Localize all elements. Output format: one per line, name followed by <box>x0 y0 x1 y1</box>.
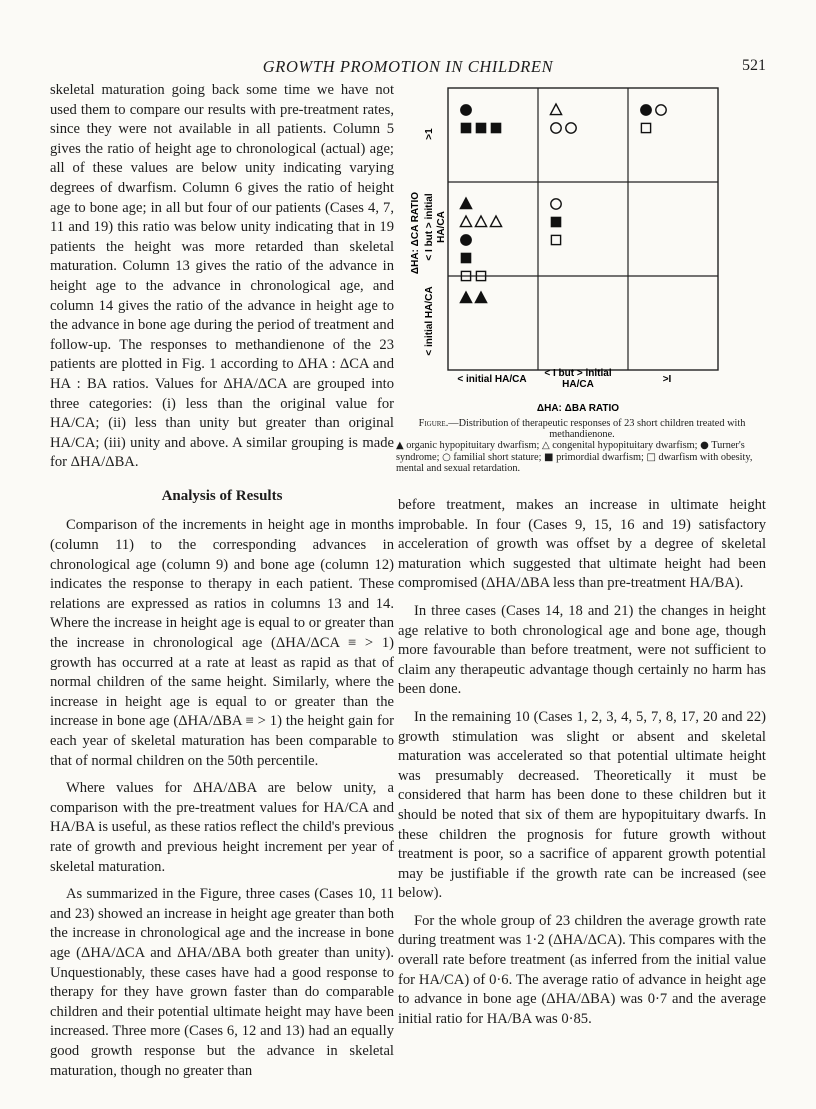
legend-congenital: congenital hypopituitary dwarfism; <box>552 440 698 452</box>
y-band-label-middle-1: < I but > initial <box>424 193 435 261</box>
x-band-label-middle-1: < I but > initial <box>544 368 612 379</box>
x-axis-title: ΔHA: ΔBA RATIO <box>536 403 620 414</box>
figure-response-grid <box>396 80 768 440</box>
paragraph: In the remaining 10 (Cases 1, 2, 3, 4, 5, 7, 8, 17, 20 and 22) growth stimulation was slight or absent and skeletal maturation was accelerated so that potential ultimate height was presumably decreased. Theoretically it must be considered that harm has been done to these children but it should be noted that six of them are hypopituitary dwarfs. In these children the prognosis for future growth without treatment is poor, so a sacrifice of apparent growth potential may be justifiable if the growth rate can be increased (see below). <box>398 708 766 902</box>
y-band-label-top: >1 <box>424 128 435 140</box>
chart-markers <box>460 104 666 303</box>
caption-label: Figure. <box>418 418 449 429</box>
running-title: GROWTH PROMOTION IN CHILDREN <box>262 57 554 76</box>
x-band-label-right: >I <box>662 374 672 385</box>
response-grid-chart <box>396 80 768 415</box>
legend-obesity: dwarfism with obesity, mental and sexual retardation. <box>396 451 753 474</box>
filled-triangle-icon: ▲ <box>396 440 404 452</box>
filled-square-marker <box>491 123 500 132</box>
paragraph: In three cases (Cases 14, 18 and 21) the changes in height age relative to both chronological age and bone age, though more favourable than before treatment, were not sufficient to claim any therapeutic advantage though certainly no harm has been done. <box>398 602 766 698</box>
filled-circle-marker <box>461 105 471 115</box>
filled-triangle-marker <box>460 198 471 209</box>
open-square-marker <box>641 123 650 132</box>
open-circle-marker <box>551 199 561 209</box>
grid-frame <box>448 88 718 370</box>
open-triangle-marker <box>550 104 561 115</box>
filled-triangle-marker <box>460 292 471 303</box>
filled-circle-marker <box>641 105 651 115</box>
filled-circle-icon: ● <box>700 440 709 452</box>
y-band-label-bottom: < initial HA/CA <box>424 286 435 356</box>
x-band-label-middle-2: HA/CA <box>562 379 594 390</box>
paragraph: Where values for ΔHA/ΔBA are below unity, a comparison with the pre-treatment values for HA/CA and HA/BA is useful, as these ratios reflect the child's previous rate of growth and previous height increment per year of skeletal maturation. <box>50 780 394 875</box>
filled-square-marker <box>461 123 470 132</box>
paragraph: For the whole group of 23 children the average growth rate during treatment was 1·2 (ΔHA/ΔCA). This compares with the overall rate before treatment (as inferred from the initial value for HA/CA) of 0·6. The average ratio of advance in height age to advance in bone age (ΔHA/ΔBA) was 0·7 and the average initial ratio for HA/BA was 0·85. <box>398 912 766 1027</box>
legend-primordial: primordial dwarfism; <box>556 451 644 463</box>
legend-organic: organic hypopituitary dwarfism; <box>406 440 540 452</box>
open-triangle-marker <box>475 216 486 227</box>
filled-square-marker <box>476 123 485 132</box>
open-circle-marker <box>551 123 561 133</box>
open-square-icon: □ <box>646 451 656 463</box>
filled-triangle-marker <box>475 292 486 303</box>
legend-familial: familial short stature; <box>453 451 542 463</box>
y-axis-title: ΔHA: ΔCA RATIO <box>410 191 421 275</box>
open-triangle-icon: △ <box>541 440 550 452</box>
paragraph: Comparison of the increments in height age in months (column 11) to the corresponding advances in chronological age (column 9) and bone age (column 12) indicates the response to therapy in each patient. These relations are expressed as ratios in columns 13 and 14. Where the increase in height age is equal to or greater than the increase in chronological age (ΔHA/ΔCA ≡ > 1) growth has occurred at a rate at least as rapid as that of normal children of the same height. Similarly, where the increase in height age is equal to or greater than the increase in bone age (ΔHA/ΔBA ≡ > 1) the height gain for each year of skeletal maturation has been comparable to that of normal children on the 50th percentile. <box>50 517 394 769</box>
legend-turner: Turner's syndrome; <box>396 440 745 463</box>
figure-legend <box>396 440 768 474</box>
figure-caption <box>396 418 768 474</box>
y-band-label-middle-2: HA/CA <box>436 211 447 243</box>
filled-circle-marker <box>461 235 471 245</box>
paragraph: skeletal maturation going back some time we have not used them to compare our results with pre-treatment rates, since they were not available in all patients. Column 5 gives the ratio of height age to chronological (actual) age; all of these values are below unity indicating varying degrees of dwarfism. Column 6 gives the ratio of height age to bone age; in all but four of our patients (Cases 4, 7, 11 and 19) this ratio was below unity indicating that in 19 patients the height was more retarded than skeletal maturation. Column 13 gives the ratio of the advance in height age to the advance in chronological age, and column 14 gives the ratio of the advance in height age to the advance in bone age during the period of treatment and follow-up. The responses to methandienone of the 23 patients are plotted in Fig. 1 according to ΔHA : ΔCA and HA : BA ratios. Values for ΔHA/ΔCA are grouped into three categories: (i) less than the original value for HA/CA; (ii) less than unity but greater than original HA/CA; (iii) unity and above. A similar grouping is made for ΔHA/ΔBA. <box>50 82 394 471</box>
open-square-marker <box>551 235 560 244</box>
open-triangle-marker <box>460 216 471 227</box>
filled-square-marker <box>551 217 560 226</box>
grid-lines <box>448 88 718 370</box>
x-band-label-left: < initial HA/CA <box>457 374 527 385</box>
filled-square-marker <box>461 253 470 262</box>
page-number: 521 <box>742 57 766 74</box>
paragraph: before treatment, makes an increase in ultimate height improbable. In four (Cases 9, 15, 16 and 19) satisfactory acceleration of growth was offset by a degree of skeletal maturation which suggested that ultimate height had been compromised (ΔHA/ΔBA less than pre-treatment HA/BA). <box>398 497 766 592</box>
paragraph: As summarized in the Figure, three cases (Cases 10, 11 and 23) showed an increase in height age greater than both the increase in chronological age and the increase in bone age (ΔHA/ΔCA and ΔHA/ΔBA both greater than unity). Unquestionably, these cases have had a good response to therapy for they have grown faster than do comparable children and their potential ultimate height may have been increased. Three more (Cases 6, 12 and 13) had an equally good growth response but the advance in skeletal maturation, though no greater than <box>50 886 394 1079</box>
left-column <box>50 81 394 1089</box>
page-header <box>0 57 816 79</box>
open-circle-marker <box>566 123 576 133</box>
open-circle-icon: ○ <box>442 451 451 463</box>
open-circle-marker <box>656 105 666 115</box>
section-heading: Analysis of Results <box>161 487 283 504</box>
right-column <box>398 496 766 1037</box>
filled-square-icon: ■ <box>544 451 554 463</box>
caption-text: —Distribution of therapeutic responses of 23 short children treated with methandienone. <box>448 418 746 441</box>
open-triangle-marker <box>490 216 501 227</box>
